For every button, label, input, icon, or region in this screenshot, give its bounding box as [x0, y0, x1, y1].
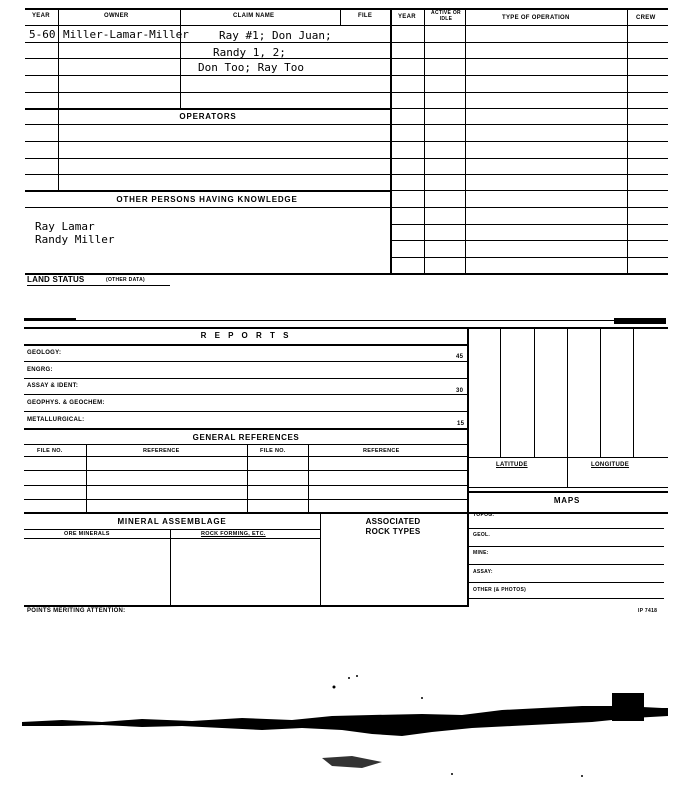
- ref-file-no-2: FILE NO.: [260, 448, 286, 454]
- entry-owner: Miller-Lamar-Miller: [63, 28, 189, 41]
- longitude-label: LONGITUDE: [591, 462, 630, 468]
- other-person-1: Ray Lamar: [35, 220, 95, 233]
- report-assay-num: 30: [456, 388, 464, 394]
- report-engrg-label: ENGRG:: [27, 367, 53, 373]
- report-geology-num: 45: [456, 354, 464, 360]
- other-persons-heading: OTHER PERSONS HAVING KNOWLEDGE: [116, 195, 298, 204]
- entry-claim-line-3: Don Too; Ray Too: [198, 61, 304, 74]
- report-assay-label: ASSAY & IDENT:: [27, 383, 79, 389]
- maps-heading: MAPS: [553, 496, 581, 505]
- header-claim-name: CLAIM NAME: [233, 13, 275, 19]
- reports-heading: R E P O R T S: [200, 331, 292, 340]
- land-status-sub: (OTHER DATA): [106, 277, 145, 283]
- general-references-heading: GENERAL REFERENCES: [192, 433, 300, 442]
- report-metallurgical-num: 15: [457, 421, 465, 427]
- map-assay-label: ASSAY:: [473, 569, 493, 575]
- operators-heading: OPERATORS: [179, 112, 237, 121]
- header-file: FILE: [358, 13, 373, 19]
- form-number: IP 7418: [638, 608, 658, 614]
- report-geology-label: GEOLOGY:: [27, 350, 62, 356]
- header-type-of-operation: TYPE OF OPERATION: [502, 15, 570, 21]
- header-active-or-idle: ACTIVE OR IDLE: [431, 10, 461, 22]
- latitude-label: LATITUDE: [496, 462, 528, 468]
- entry-claim-line-2: Randy 1, 2;: [213, 46, 286, 59]
- header-owner: OWNER: [104, 13, 129, 19]
- entry-claim-line-1: Ray #1; Don Juan;: [219, 29, 332, 42]
- ref-reference-1: REFERENCE: [143, 448, 180, 454]
- header-year: YEAR: [32, 13, 50, 19]
- rock-forming-label: ROCK FORMING, ETC.: [201, 531, 266, 537]
- header-activity-year: YEAR: [398, 14, 416, 20]
- entry-year: 5-60: [29, 28, 56, 41]
- mineral-assemblage-heading: MINERAL ASSEMBLAGE: [117, 517, 227, 526]
- report-metallurgical-label: METALLURGICAL:: [27, 417, 85, 423]
- points-meriting-attention-label: POINTS MERITING ATTENTION:: [27, 608, 126, 614]
- ref-file-no-1: FILE NO.: [37, 448, 63, 454]
- header-crew: CREW: [636, 15, 656, 21]
- map-other-label: OTHER (& PHOTOS): [473, 587, 527, 593]
- rock-types-label: ROCK TYPES: [365, 527, 421, 536]
- map-geol-label: GEOL.: [473, 532, 491, 538]
- associated-label: ASSOCIATED: [365, 517, 421, 526]
- scan-noise-band: [22, 670, 668, 780]
- map-topog-label: TOPOG.: [473, 512, 495, 518]
- ref-reference-2: REFERENCE: [363, 448, 400, 454]
- ore-minerals-label: ORE MINERALS: [64, 531, 110, 537]
- other-person-2: Randy Miller: [35, 233, 115, 246]
- land-status-label: LAND STATUS: [27, 275, 85, 284]
- report-geophys-label: GEOPHYS. & GEOCHEM:: [27, 400, 105, 406]
- map-mine-label: MINE:: [473, 550, 489, 556]
